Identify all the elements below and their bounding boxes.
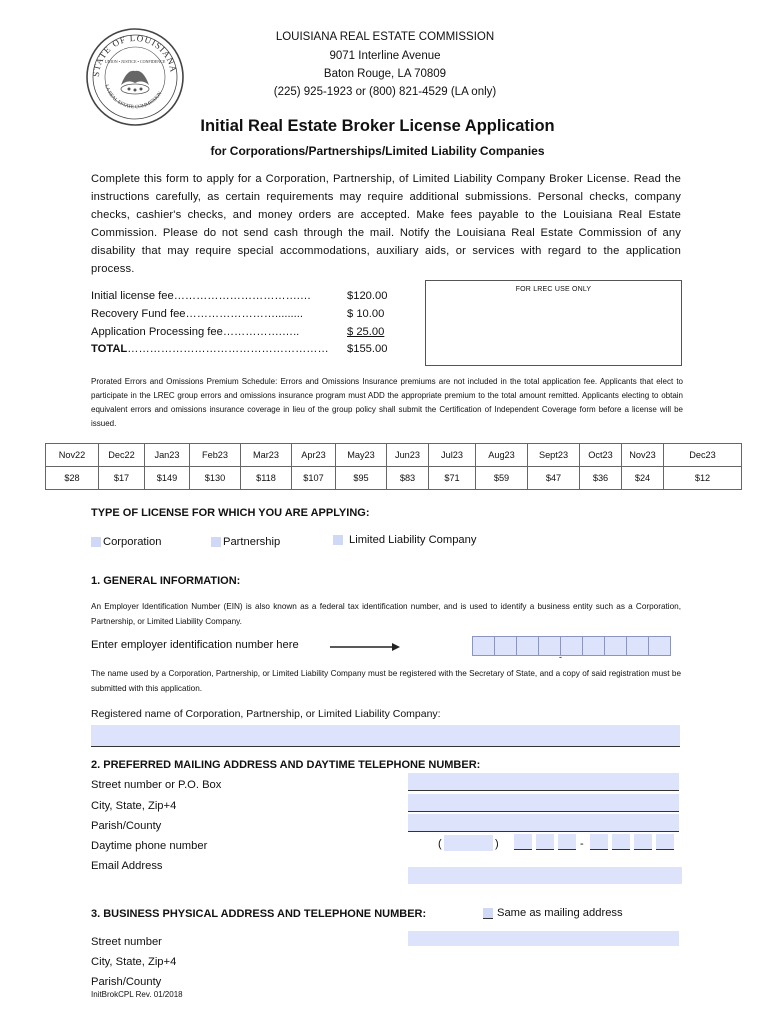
- mailing-street-input[interactable]: [408, 773, 679, 791]
- schedule-month: Jul23: [429, 444, 476, 467]
- svg-text:UNION • JUSTICE • CONFIDENCE: UNION • JUSTICE • CONFIDENCE: [104, 59, 166, 64]
- llc-label: Limited Liability Company: [349, 534, 477, 546]
- schedule-month: Aug23: [476, 444, 528, 467]
- lrec-use-only-box: [425, 280, 682, 366]
- schedule-month: Mar23: [241, 444, 292, 467]
- business-street-label: Street number: [91, 936, 162, 948]
- phone-close-paren: ): [495, 838, 499, 850]
- ein-digit-input[interactable]: [648, 636, 671, 656]
- mailing-parish-input[interactable]: [408, 814, 679, 832]
- same-as-mailing-label: Same as mailing address: [497, 907, 623, 919]
- schedule-month: Dec22: [99, 444, 145, 467]
- schedule-premium-row: [46, 467, 742, 490]
- section1-heading: 1. GENERAL INFORMATION:: [91, 575, 241, 587]
- phone-digit-input[interactable]: [634, 834, 652, 850]
- fee-label: Initial license fee…………………………….…: [91, 290, 312, 302]
- schedule-premium: $24: [622, 467, 664, 490]
- total-amount: $155.00: [347, 343, 388, 355]
- schedule-premium: $28: [46, 467, 99, 490]
- fee-row: [91, 308, 401, 325]
- ein-digit-input[interactable]: [626, 636, 649, 656]
- business-street-input[interactable]: [408, 931, 679, 946]
- form-subtitle: for Corporations/Partnerships/Limited Liability Companies: [210, 144, 545, 158]
- schedule-premium: $71: [429, 467, 476, 490]
- schedule-premium: $118: [241, 467, 292, 490]
- partnership-label: Partnership: [223, 536, 281, 548]
- premium-schedule-table: [45, 443, 742, 490]
- commission-address-line1: 9071 Interline Avenue: [329, 50, 441, 62]
- registered-name-input[interactable]: [91, 725, 680, 747]
- phone-dash: -: [580, 838, 584, 850]
- intro-paragraph: Complete this form to apply for a Corporation, Partnership, of Limited Liability Company Broker License. Read the instructions carefully, as certain requirements may require additional submissions. Personal checks, company checks, cashier's checks, and money orders are accepted. Make fees payable to the Louisiana Real Estate Commission. Please do not send cash through the mail. Notify the Louisiana Real Estate Commission of any disability that may require special accommodations, auxiliary aids, or services with regard to the application process.: [91, 173, 681, 275]
- louisiana-seal-logo: [85, 27, 185, 127]
- business-parish-label: Parish/County: [91, 976, 162, 988]
- same-as-mailing-option[interactable]: [483, 907, 623, 919]
- fee-label: Recovery Fund fee…………………….........: [91, 308, 303, 320]
- schedule-month: Nov22: [46, 444, 99, 467]
- fee-amount: $ 10.00: [347, 308, 385, 320]
- partnership-checkbox[interactable]: [211, 537, 221, 547]
- ein-dash: -: [559, 652, 562, 662]
- svg-text:LA REAL ESTATE COMMISSION: LA REAL ESTATE COMMISSION: [103, 84, 164, 111]
- registered-name-label: Registered name of Corporation, Partnership, or Limited Liability Company:: [91, 708, 441, 720]
- corporation-checkbox[interactable]: [91, 537, 101, 547]
- registration-note: The name used by a Corporation, Partnership, or Limited Liability Company must be registered with the Secretary of State, and a copy of said registration must be submitted with this application.: [91, 669, 681, 693]
- form-title: Initial Real Estate Broker License Application: [200, 117, 555, 135]
- arrow-right-icon: [330, 643, 400, 651]
- llc-checkbox[interactable]: [333, 535, 343, 545]
- business-city-label: City, State, Zip+4: [91, 956, 177, 968]
- mailing-city-input[interactable]: [408, 794, 679, 812]
- schedule-month: Jun23: [387, 444, 429, 467]
- parish-label: Parish/County: [91, 820, 162, 832]
- ein-digit-input[interactable]: [494, 636, 517, 656]
- fee-total-row: [91, 343, 401, 360]
- schedule-month: Dec23: [664, 444, 742, 467]
- fee-row: [91, 326, 401, 343]
- form-revision: InitBrokCPL Rev. 01/2018: [91, 990, 183, 999]
- commission-address-line2: Baton Rouge, LA 70809: [323, 68, 447, 80]
- schedule-month: Oct23: [580, 444, 622, 467]
- fee-row: [91, 290, 401, 307]
- lrec-use-only-label: FOR LREC USE ONLY: [515, 286, 592, 293]
- phone-digit-input[interactable]: [514, 834, 532, 850]
- section2-heading: 2. PREFERRED MAILING ADDRESS AND DAYTIME TELEPHONE NUMBER:: [91, 759, 481, 771]
- phone-digit-input[interactable]: [590, 834, 608, 850]
- schedule-month: Jan23: [145, 444, 190, 467]
- ein-prompt: Enter employer identification number here: [91, 639, 299, 651]
- email-input[interactable]: [408, 867, 682, 884]
- phone-label: Daytime phone number: [91, 840, 208, 852]
- schedule-premium: $47: [528, 467, 580, 490]
- total-label: TOTAL: [91, 343, 128, 355]
- phone-digit-input[interactable]: [612, 834, 630, 850]
- area-code-input[interactable]: [444, 835, 493, 851]
- license-type-heading: TYPE OF LICENSE FOR WHICH YOU ARE APPLYING:: [91, 507, 370, 519]
- schedule-premium: $95: [336, 467, 387, 490]
- fee-amount: $120.00: [347, 290, 388, 302]
- schedule-premium: $83: [387, 467, 429, 490]
- ein-digit-input[interactable]: [472, 636, 495, 656]
- street-label: Street number or P.O. Box: [91, 779, 222, 791]
- schedule-premium: $36: [580, 467, 622, 490]
- phone-digit-input[interactable]: [536, 834, 554, 850]
- schedule-premium: $12: [664, 467, 742, 490]
- ein-note: An Employer Identification Number (EIN) is also known as a federal tax identification number, and is used to identify a business entity such as a Corporation, Partnership, or Limited Liability Company.: [91, 602, 681, 626]
- same-as-mailing-checkbox[interactable]: [483, 908, 493, 919]
- schedule-month-row: [46, 444, 742, 467]
- email-label: Email Address: [91, 860, 163, 872]
- section3-heading: 3. BUSINESS PHYSICAL ADDRESS AND TELEPHONE NUMBER:: [91, 908, 427, 920]
- total-leader: ………………………………………………: [127, 343, 329, 355]
- ein-digit-input[interactable]: [516, 636, 539, 656]
- ein-digit-input[interactable]: [560, 636, 583, 656]
- phone-digit-input[interactable]: [656, 834, 674, 850]
- corporation-label: Corporation: [103, 536, 162, 548]
- schedule-premium: $130: [190, 467, 241, 490]
- ein-digit-input[interactable]: [604, 636, 627, 656]
- corporation-option[interactable]: [91, 536, 161, 548]
- prorated-premium-note: Prorated Errors and Omissions Premium Schedule: Errors and Omissions Insurance premiums are not included in the total application fee. Applicants that elect to participate in the LREC group errors and omissions insurance program must ADD the appropriate premium to the total amount remitted. Applicants electing to obtain equivalent errors and omissions insurance coverage in lieu of the group policy shall submit the Certification of Independent Coverage form before a license will be issued.: [91, 377, 683, 428]
- schedule-month: Feb23: [190, 444, 241, 467]
- schedule-premium: $17: [99, 467, 145, 490]
- llc-option[interactable]: [333, 534, 476, 546]
- schedule-month: Apr23: [292, 444, 336, 467]
- commission-phone: (225) 925-1923 or (800) 821-4529 (LA only): [273, 86, 497, 98]
- svg-text:STATE OF LOUISIANA: STATE OF LOUISIANA: [90, 32, 179, 78]
- city-label: City, State, Zip+4: [91, 800, 177, 812]
- ein-digit-input[interactable]: [538, 636, 561, 656]
- phone-digit-input[interactable]: [558, 834, 576, 850]
- fee-amount: $ 25.00: [347, 326, 385, 338]
- schedule-premium: $59: [476, 467, 528, 490]
- schedule-month: Sept23: [528, 444, 580, 467]
- commission-name: LOUISIANA REAL ESTATE COMMISSION: [275, 31, 495, 43]
- ein-digit-input[interactable]: [582, 636, 605, 656]
- phone-open-paren: (: [438, 838, 442, 850]
- schedule-premium: $149: [145, 467, 190, 490]
- schedule-month: May23: [336, 444, 387, 467]
- schedule-premium: $107: [292, 467, 336, 490]
- schedule-month: Nov23: [622, 444, 664, 467]
- fee-label: Application Processing fee…………….…..: [91, 326, 300, 338]
- partnership-option[interactable]: [211, 536, 280, 548]
